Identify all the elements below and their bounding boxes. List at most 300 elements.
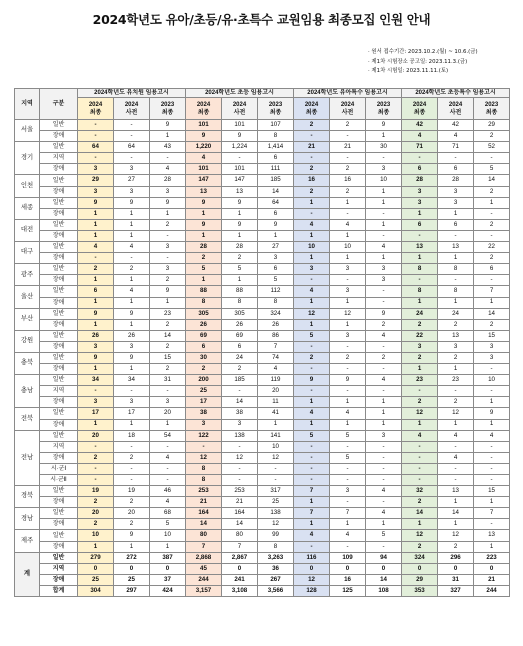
value-cell: 1 xyxy=(222,208,258,219)
value-cell: 94 xyxy=(366,552,402,563)
value-cell: 0 xyxy=(114,563,150,574)
table-row xyxy=(15,397,510,408)
category-cell: 합계 xyxy=(40,585,78,596)
category-cell: 일반 xyxy=(40,219,78,230)
value-cell: 1 xyxy=(78,364,114,375)
value-cell: 0 xyxy=(222,563,258,574)
value-cell: 8 xyxy=(438,286,474,297)
value-cell: 15 xyxy=(150,352,186,363)
value-cell: 353 xyxy=(402,585,438,596)
value-cell: - xyxy=(114,441,150,452)
value-cell: 2 xyxy=(402,352,438,363)
value-cell: 1 xyxy=(114,419,150,430)
category-cell: 장애 xyxy=(40,275,78,286)
page-title: 2024학년도 유아/초등/유·초특수 교원임용 최종모집 인원 안내 xyxy=(92,12,431,27)
table-row xyxy=(15,142,510,153)
value-cell: 3 xyxy=(114,186,150,197)
value-cell: - xyxy=(366,497,402,508)
value-cell: 14 xyxy=(222,519,258,530)
value-cell: 4 xyxy=(150,452,186,463)
value-cell: - xyxy=(438,441,474,452)
value-cell: 24 xyxy=(222,352,258,363)
subcol-header: 2023 최종 xyxy=(150,98,186,120)
subcol-header: 2024 최종 xyxy=(294,98,330,120)
value-cell: 2 xyxy=(474,319,510,330)
value-cell: - xyxy=(222,153,258,164)
value-cell: - xyxy=(474,275,510,286)
value-cell: 17 xyxy=(78,408,114,419)
value-cell: - xyxy=(474,475,510,486)
value-cell: 23 xyxy=(402,375,438,386)
value-cell: 20 xyxy=(258,386,294,397)
value-cell: 109 xyxy=(330,552,366,563)
value-cell: 2 xyxy=(186,364,222,375)
value-cell: 30 xyxy=(366,142,402,153)
table-row xyxy=(15,164,510,175)
note-exam-date: · 제1차 시험일: 2023.11.11.(토) xyxy=(368,68,449,75)
value-cell: 1 xyxy=(438,497,474,508)
value-cell: 8 xyxy=(438,264,474,275)
value-cell: 25 xyxy=(258,497,294,508)
value-cell: 12 xyxy=(294,574,330,585)
value-cell: 4 xyxy=(402,430,438,441)
value-cell: - xyxy=(78,120,114,131)
value-cell: 9 xyxy=(474,408,510,419)
category-cell: 일반 xyxy=(40,120,78,131)
value-cell: 2 xyxy=(150,341,186,352)
value-cell: 0 xyxy=(402,563,438,574)
value-cell: 7 xyxy=(186,541,222,552)
value-cell: 101 xyxy=(222,120,258,131)
value-cell: - xyxy=(366,341,402,352)
value-cell: 387 xyxy=(150,552,186,563)
value-cell: 9 xyxy=(150,120,186,131)
value-cell: 5 xyxy=(294,330,330,341)
value-cell: - xyxy=(402,463,438,474)
value-cell: 1 xyxy=(474,197,510,208)
region-name: 충북 xyxy=(15,352,40,374)
value-cell: 223 xyxy=(474,552,510,563)
value-cell: 3 xyxy=(402,186,438,197)
value-cell: 21 xyxy=(222,497,258,508)
value-cell: - xyxy=(402,452,438,463)
region-name: 세종 xyxy=(15,197,40,219)
value-cell: 1 xyxy=(474,419,510,430)
value-cell: 1 xyxy=(330,230,366,241)
subcol-header: 2023 최종 xyxy=(474,98,510,120)
value-cell: 4 xyxy=(438,131,474,142)
value-cell: 28 xyxy=(402,175,438,186)
category-cell: 일반 xyxy=(40,530,78,541)
value-cell: 64 xyxy=(258,197,294,208)
value-cell: 1 xyxy=(78,219,114,230)
value-cell: 4 xyxy=(366,508,402,519)
value-cell: 9 xyxy=(294,375,330,386)
value-cell: 5 xyxy=(330,430,366,441)
value-cell: 4 xyxy=(474,430,510,441)
value-cell: 253 xyxy=(186,486,222,497)
value-cell: 68 xyxy=(150,508,186,519)
value-cell: - xyxy=(366,208,402,219)
table-row xyxy=(15,519,510,530)
category-header: 구분 xyxy=(40,89,78,120)
value-cell: 1 xyxy=(222,230,258,241)
value-cell: 8 xyxy=(402,286,438,297)
value-cell: - xyxy=(78,253,114,264)
value-cell: - xyxy=(294,475,330,486)
value-cell: 43 xyxy=(150,142,186,153)
table-row xyxy=(15,297,510,308)
value-cell: - xyxy=(438,275,474,286)
value-cell: 9 xyxy=(114,308,150,319)
value-cell: - xyxy=(438,153,474,164)
value-cell: 2 xyxy=(222,364,258,375)
value-cell: - xyxy=(258,463,294,474)
value-cell: 3 xyxy=(114,341,150,352)
value-cell: 3,263 xyxy=(258,552,294,563)
category-cell: 일반 xyxy=(40,175,78,186)
value-cell: - xyxy=(114,120,150,131)
value-cell: 3 xyxy=(438,186,474,197)
value-cell: 0 xyxy=(78,563,114,574)
table-row xyxy=(15,131,510,142)
value-cell: 317 xyxy=(258,486,294,497)
value-cell: 1 xyxy=(402,253,438,264)
value-cell: - xyxy=(150,386,186,397)
value-cell: - xyxy=(330,386,366,397)
subcol-header: 2024 사전 xyxy=(330,98,366,120)
value-cell: 21 xyxy=(330,142,366,153)
value-cell: 31 xyxy=(150,375,186,386)
category-cell: 일반 xyxy=(40,486,78,497)
value-cell: - xyxy=(294,131,330,142)
subcol-header: 2024 사전 xyxy=(114,98,150,120)
value-cell: 28 xyxy=(150,175,186,186)
value-cell: 1 xyxy=(294,230,330,241)
value-cell: 12 xyxy=(438,408,474,419)
table-row xyxy=(15,330,510,341)
table-row xyxy=(15,242,510,253)
value-cell: - xyxy=(366,297,402,308)
value-cell: - xyxy=(438,475,474,486)
value-cell: 25 xyxy=(186,386,222,397)
category-cell: 장애 xyxy=(40,208,78,219)
value-cell: 147 xyxy=(186,175,222,186)
group-header-early-special: 2024학년도 유아특수 임용고시 xyxy=(294,89,402,98)
category-cell: 일반 xyxy=(40,330,78,341)
value-cell: 46 xyxy=(150,486,186,497)
value-cell: 164 xyxy=(186,508,222,519)
value-cell: 26 xyxy=(78,330,114,341)
value-cell: 111 xyxy=(258,164,294,175)
value-cell: 2 xyxy=(474,131,510,142)
value-cell: 101 xyxy=(186,164,222,175)
value-cell: - xyxy=(78,131,114,142)
table-row xyxy=(15,430,510,441)
value-cell: 31 xyxy=(438,574,474,585)
region-name: 서울 xyxy=(15,120,40,142)
value-cell: 80 xyxy=(222,530,258,541)
subcol-header: 2024 사전 xyxy=(222,98,258,120)
value-cell: 3 xyxy=(474,352,510,363)
category-cell: 일반 xyxy=(40,408,78,419)
total-row xyxy=(15,574,510,585)
value-cell: 9 xyxy=(366,120,402,131)
value-cell: 1 xyxy=(366,519,402,530)
value-cell: 1 xyxy=(150,297,186,308)
value-cell: 21 xyxy=(474,574,510,585)
value-cell: - xyxy=(150,230,186,241)
value-cell: 185 xyxy=(222,375,258,386)
table-row xyxy=(15,441,510,452)
category-cell: 일반 xyxy=(40,508,78,519)
subcol-header: 2024 최종 xyxy=(402,98,438,120)
value-cell: - xyxy=(330,463,366,474)
value-cell: 16 xyxy=(330,175,366,186)
table-row xyxy=(15,120,510,131)
value-cell: 3 xyxy=(114,164,150,175)
group-header-kindergarten: 2024학년도 유치원 임용고시 xyxy=(78,89,186,98)
value-cell: - xyxy=(366,364,402,375)
value-cell: - xyxy=(474,208,510,219)
value-cell: 4 xyxy=(366,486,402,497)
value-cell: 20 xyxy=(78,430,114,441)
value-cell: 1 xyxy=(150,541,186,552)
region-header: 지역 xyxy=(15,89,40,120)
value-cell: 10 xyxy=(150,530,186,541)
value-cell: 2 xyxy=(150,275,186,286)
value-cell: 2 xyxy=(78,452,114,463)
value-cell: 2 xyxy=(330,120,366,131)
value-cell: 2 xyxy=(366,352,402,363)
value-cell: 28 xyxy=(222,242,258,253)
table-row xyxy=(15,541,510,552)
value-cell: 1 xyxy=(438,253,474,264)
value-cell: 14 xyxy=(402,508,438,519)
value-cell: 116 xyxy=(294,552,330,563)
value-cell: - xyxy=(402,386,438,397)
value-cell: 4 xyxy=(402,131,438,142)
value-cell: - xyxy=(366,463,402,474)
value-cell: 1 xyxy=(294,319,330,330)
value-cell: 9 xyxy=(222,197,258,208)
value-cell: 24 xyxy=(438,308,474,319)
value-cell: 34 xyxy=(78,375,114,386)
subcol-header: 2023 최종 xyxy=(366,98,402,120)
value-cell: 15 xyxy=(474,330,510,341)
value-cell: 2 xyxy=(402,397,438,408)
region-name: 강원 xyxy=(15,330,40,352)
value-cell: 1 xyxy=(294,419,330,430)
value-cell: - xyxy=(258,475,294,486)
subcol-header: 2024 사전 xyxy=(438,98,474,120)
value-cell: - xyxy=(294,452,330,463)
value-cell: - xyxy=(330,131,366,142)
value-cell: 26 xyxy=(258,319,294,330)
table-row xyxy=(15,208,510,219)
value-cell: 1 xyxy=(330,397,366,408)
value-cell: 2 xyxy=(330,186,366,197)
category-cell: 장애 xyxy=(40,397,78,408)
value-cell: 3 xyxy=(366,164,402,175)
value-cell: 101 xyxy=(186,120,222,131)
value-cell: 1 xyxy=(78,319,114,330)
value-cell: - xyxy=(150,463,186,474)
value-cell: 88 xyxy=(186,286,222,297)
value-cell: 0 xyxy=(474,563,510,574)
category-cell: 시·군Ⅰ xyxy=(40,463,78,474)
category-cell: 장애 xyxy=(40,364,78,375)
value-cell: 14 xyxy=(186,519,222,530)
category-cell: 장애 xyxy=(40,297,78,308)
value-cell: 64 xyxy=(78,142,114,153)
value-cell: - xyxy=(474,364,510,375)
value-cell: 42 xyxy=(402,120,438,131)
table-row xyxy=(15,175,510,186)
value-cell: 20 xyxy=(114,508,150,519)
value-cell: 2 xyxy=(438,541,474,552)
category-cell: 일반 xyxy=(40,197,78,208)
value-cell: 2 xyxy=(402,319,438,330)
region-name: 충남 xyxy=(15,375,40,408)
value-cell: 80 xyxy=(186,530,222,541)
value-cell: 1 xyxy=(294,197,330,208)
value-cell: - xyxy=(366,452,402,463)
value-cell: 2 xyxy=(438,319,474,330)
value-cell: 6 xyxy=(438,219,474,230)
value-cell: 3 xyxy=(222,419,258,430)
value-cell: 6 xyxy=(438,164,474,175)
table-row xyxy=(15,186,510,197)
region-name: 경기 xyxy=(15,142,40,175)
value-cell: 1 xyxy=(114,297,150,308)
value-cell: - xyxy=(150,153,186,164)
value-cell: - xyxy=(366,153,402,164)
value-cell: 141 xyxy=(258,430,294,441)
category-cell: 장애 xyxy=(40,164,78,175)
value-cell: 9 xyxy=(78,197,114,208)
value-cell: 71 xyxy=(438,142,474,153)
value-cell: - xyxy=(366,541,402,552)
value-cell: 1 xyxy=(402,297,438,308)
category-cell: 일반 xyxy=(40,430,78,441)
value-cell: 1 xyxy=(150,419,186,430)
value-cell: 1,224 xyxy=(222,142,258,153)
value-cell: 8 xyxy=(402,264,438,275)
category-cell: 장애 xyxy=(40,186,78,197)
value-cell: 101 xyxy=(222,164,258,175)
value-cell: - xyxy=(366,441,402,452)
value-cell: 13 xyxy=(474,530,510,541)
value-cell: 38 xyxy=(186,408,222,419)
value-cell: 7 xyxy=(258,341,294,352)
value-cell: - xyxy=(330,497,366,508)
value-cell: 9 xyxy=(186,131,222,142)
value-cell: 4 xyxy=(294,286,330,297)
value-cell: 2 xyxy=(114,519,150,530)
region-name: 경북 xyxy=(15,486,40,508)
value-cell: 45 xyxy=(186,563,222,574)
value-cell: 10 xyxy=(78,530,114,541)
value-cell: 3 xyxy=(150,242,186,253)
value-cell: 1 xyxy=(366,186,402,197)
value-cell: 37 xyxy=(150,574,186,585)
value-cell: 147 xyxy=(222,175,258,186)
value-cell: 1 xyxy=(366,253,402,264)
value-cell: 29 xyxy=(402,574,438,585)
total-row xyxy=(15,552,510,563)
value-cell: 164 xyxy=(222,508,258,519)
value-cell: 9 xyxy=(114,197,150,208)
value-cell: 244 xyxy=(186,574,222,585)
value-cell: 4 xyxy=(258,364,294,375)
value-cell: 18 xyxy=(114,430,150,441)
value-cell: 1 xyxy=(258,419,294,430)
value-cell: - xyxy=(294,364,330,375)
value-cell: 3 xyxy=(438,341,474,352)
value-cell: 54 xyxy=(150,430,186,441)
category-cell: 장애 xyxy=(40,519,78,530)
value-cell: - xyxy=(294,441,330,452)
value-cell: - xyxy=(330,364,366,375)
value-cell: 4 xyxy=(78,242,114,253)
value-cell: 0 xyxy=(438,563,474,574)
value-cell: 1 xyxy=(78,541,114,552)
total-row xyxy=(15,563,510,574)
value-cell: 9 xyxy=(330,375,366,386)
value-cell: 1 xyxy=(474,497,510,508)
region-name: 부산 xyxy=(15,308,40,330)
value-cell: 3 xyxy=(258,253,294,264)
value-cell: 4 xyxy=(114,286,150,297)
value-cell: 14 xyxy=(222,397,258,408)
value-cell: 12 xyxy=(222,452,258,463)
region-name: 전남 xyxy=(15,430,40,485)
value-cell: 28 xyxy=(186,242,222,253)
value-cell: 2 xyxy=(330,164,366,175)
value-cell: 241 xyxy=(222,574,258,585)
value-cell: 185 xyxy=(258,175,294,186)
value-cell: 52 xyxy=(474,142,510,153)
value-cell: 5 xyxy=(222,264,258,275)
value-cell: 12 xyxy=(402,408,438,419)
value-cell: 5 xyxy=(366,530,402,541)
region-name: 경남 xyxy=(15,508,40,530)
value-cell: 279 xyxy=(78,552,114,563)
value-cell: 7 xyxy=(294,486,330,497)
value-cell: - xyxy=(294,386,330,397)
value-cell: 1 xyxy=(438,519,474,530)
value-cell: 108 xyxy=(366,585,402,596)
table-row xyxy=(15,197,510,208)
table-row xyxy=(15,286,510,297)
table-row xyxy=(15,408,510,419)
value-cell: 304 xyxy=(78,585,114,596)
value-cell: 6 xyxy=(402,219,438,230)
total-row xyxy=(15,585,510,596)
value-cell: 16 xyxy=(330,574,366,585)
value-cell: 1 xyxy=(258,230,294,241)
value-cell: 4 xyxy=(438,430,474,441)
value-cell: 14 xyxy=(474,308,510,319)
value-cell: 13 xyxy=(186,186,222,197)
value-cell: 25 xyxy=(114,574,150,585)
value-cell: 4 xyxy=(114,242,150,253)
value-cell: 32 xyxy=(402,486,438,497)
value-cell: 2 xyxy=(402,497,438,508)
value-cell: 9 xyxy=(114,530,150,541)
category-cell: 일반 xyxy=(40,352,78,363)
